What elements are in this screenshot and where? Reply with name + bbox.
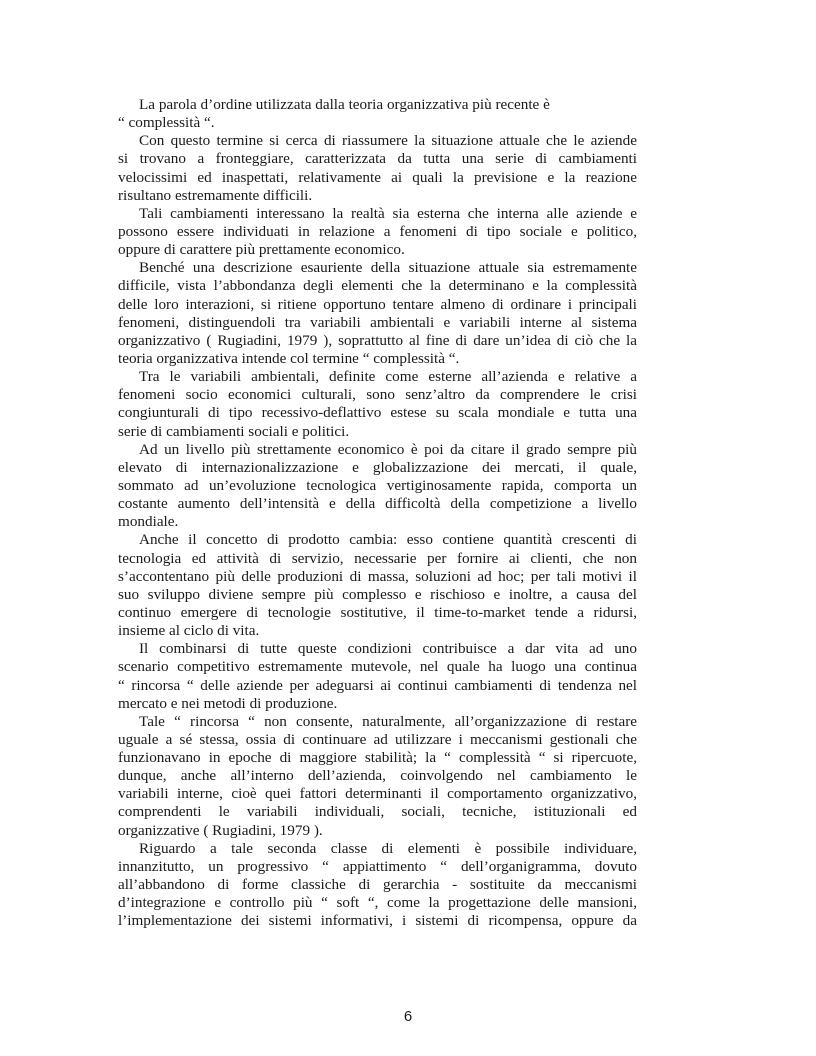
paragraph [118, 713, 637, 840]
text-line: funzionavano in epoche di maggiore stabilità; la “ complessità “ si ripercuote, [118, 749, 637, 767]
text-line: Tali cambiamenti interessano la realtà sia esterna che interna alle aziende e [139, 204, 637, 222]
paragraph [118, 531, 637, 640]
text-line: si trovano a fronteggiare, caratterizzata da tutta una serie di cambiamenti [118, 150, 637, 168]
text-line: comprendenti le variabili individuali, sociali, tecniche, istituzionali ed [118, 803, 637, 821]
text-line: La parola d’ordine utilizzata dalla teoria organizzativa più recente è [139, 96, 550, 113]
text-line: possono essere individuati in relazione a fenomeni di tipo sociale e politico, [118, 222, 637, 240]
text-line: congiunturali di tipo recessivo-deflattivo estese su scala mondiale e tutta una [118, 404, 637, 422]
text-line: costante aumento dell’intensità e della difficoltà della competizione a livello [118, 495, 637, 513]
text-line: delle loro interazioni, si ritiene opportuno tentare almeno di ordinare i principali [118, 295, 637, 313]
paragraph [118, 259, 637, 368]
text-line: Anche il concetto di prodotto cambia: esso contiene quantità crescenti di [139, 531, 637, 549]
text-line: mondiale. [118, 513, 179, 531]
text-line: uguale a sé stessa, ossia di continuare ad utilizzare i meccanismi gestionali che [118, 730, 637, 748]
text-line: Riguardo a tale seconda classe di elementi è possibile individuare, [139, 839, 637, 857]
text-line: fenomeni, distinguendoli tra variabili ambientali e variabili interne al sistema [118, 313, 637, 331]
paragraph [118, 132, 637, 205]
text-line: oppure di carattere più prettamente economico. [118, 241, 405, 259]
page-number: 6 [403, 1008, 413, 1025]
paragraph [118, 368, 637, 441]
text-line: s’accontentano più delle produzioni di massa, soluzioni ad hoc; per tali motivi il [118, 567, 637, 585]
paragraph [118, 96, 637, 132]
text-line: Benché una descrizione esauriente della situazione attuale sia estremamente [139, 259, 637, 277]
text-line: “ complessità “. [118, 114, 215, 132]
text-line: continuo emergere di tecnologie sostitutive, il time-to-market tende a ridursi, [118, 603, 637, 621]
text-line: Con questo termine si cerca di riassumere la situazione attuale che le aziende [139, 132, 637, 150]
text-line: Il combinarsi di tutte queste condizioni contribuisce a dar vita ad uno [139, 640, 637, 658]
text-line: serie di cambiamenti sociali e politici. [118, 422, 350, 440]
text-line: sommato ad un’evoluzione tecnologica vertiginosamente rapida, comporta un [118, 476, 637, 494]
paragraph [118, 441, 637, 532]
document-body [118, 96, 637, 930]
text-line: “ rincorsa “ delle aziende per adeguarsi ai continui cambiamenti di tendenza nel [118, 676, 637, 694]
text-line: suo sviluppo diviene sempre più complesso e rischioso e inoltre, a causa del [118, 585, 637, 603]
text-line: tecnologia ed attività di servizio, necessarie per fornire ai clienti, che non [118, 549, 637, 567]
text-line: insieme al ciclo di vita. [118, 622, 260, 640]
text-line: Ad un livello più strettamente economico è poi da citare il grado sempre più [139, 440, 637, 458]
text-line: Tra le variabili ambientali, definite come esterne all’azienda e relative a [139, 368, 637, 386]
text-line: Tale “ rincorsa “ non consente, naturalmente, all’organizzazione di restare [139, 712, 637, 730]
text-line: elevato di internazionalizzazione e globalizzazione dei mercati, il quale, [118, 458, 637, 476]
text-line: organizzative ( Rugiadini, 1979 ). [118, 821, 323, 839]
text-line: mercato e nei metodi di produzione. [118, 694, 338, 712]
text-line: dunque, anche all’interno dell’azienda, coinvolgendo nel cambiamento le [118, 767, 637, 785]
text-line: variabili interne, cioè quei fattori determinanti il comportamento organizzativo, [118, 785, 637, 803]
text-line: l’implementazione dei sistemi informativi, i sistemi di ricompensa, oppure da [118, 912, 637, 930]
paragraph [118, 840, 637, 931]
paragraph [118, 205, 637, 259]
text-line: innanzitutto, un progressivo “ appiattimento “ dell’organigramma, dovuto [118, 857, 637, 875]
text-line: all’abbandono di forme classiche di gerarchia - sostituite da meccanismi [118, 876, 637, 894]
text-line: velocissimi ed inaspettati, relativamente ai quali la previsione e la reazione [118, 168, 637, 186]
text-line: organizzativo ( Rugiadini, 1979 ), soprattutto al fine di dare un’idea di ciò che la [118, 331, 637, 349]
text-line: d’integrazione e controllo più “ soft “, come la progettazione delle mansioni, [118, 894, 637, 912]
text-line: fenomeni socio economici culturali, sono senz’altro da comprendere le crisi [118, 386, 637, 404]
text-line: scenario competitivo estremamente mutevole, nel quale ha luogo una continua [118, 658, 637, 676]
text-line: risultano estremamente difficili. [118, 186, 313, 204]
text-line: teoria organizzativa intende col termine “ complessità “. [118, 349, 460, 367]
paragraph [118, 640, 637, 713]
text-line: difficile, vista l’abbondanza degli elementi che la determinano e la complessità [118, 277, 637, 295]
